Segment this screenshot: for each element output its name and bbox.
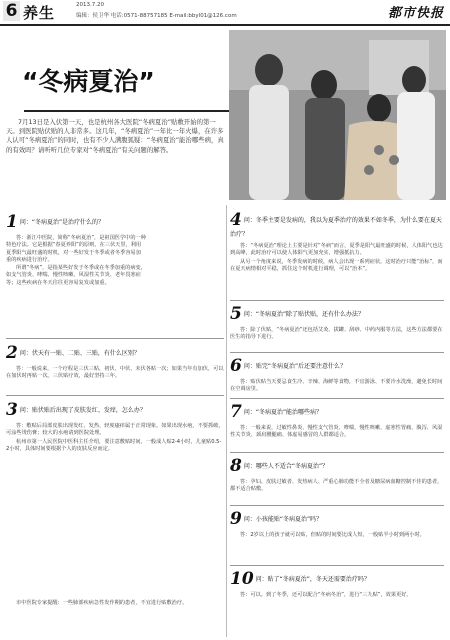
intro-paragraph: 7月13日是入伏第一天，也是杭州各大医院“冬病夏治”贴敷开始的第一天。到医院贴伏贴的人非常多。这几年，“冬病夏治”一年比一年火爆，在许多人认可“冬病夏治”的同时，也有不少人满腹狐疑：“冬病夏治”能治哪些病，真的有效吗？请听听几位专家对“冬病夏治”有关问题的解答。 bbox=[6, 118, 224, 154]
date-line: 2013.7.20 bbox=[76, 2, 104, 8]
question-9-block bbox=[230, 509, 444, 540]
answer-7: 答：一般来说，过敏性鼻炎、慢性支气管炎、哮喘、慢性咳嗽、虚寒性胃痛、腹泻、风湿性关节炎、颈肩腰腿痛、体虚易感冒的人群都适合。 bbox=[230, 425, 443, 439]
answer-3a: 答：敷贴后局部皮肤出现发红、发热、轻度瘙痒属于正常现象。如果出现水疱，不要抓破，可涂些烫伤膏；较大的水疱请到医院处理。 bbox=[6, 423, 224, 437]
headline-main: “冬病夏治” bbox=[22, 67, 155, 96]
divider bbox=[6, 395, 224, 396]
question-7-block bbox=[230, 402, 444, 441]
divider bbox=[230, 352, 444, 353]
divider bbox=[230, 505, 444, 506]
question-8: 8 问：哪些人不适合“冬病夏治”？ bbox=[230, 456, 329, 476]
question-4: 4 问：冬季主要是发病的，我以为夏季治疗的效果不如冬季，为什么要在夏天治疗？ bbox=[230, 210, 442, 238]
divider bbox=[230, 452, 444, 453]
question-8-block bbox=[230, 456, 444, 495]
question-3-block bbox=[6, 400, 224, 454]
page-number: 6 bbox=[3, 1, 20, 21]
question-4-block bbox=[230, 210, 444, 274]
footer-note bbox=[6, 600, 224, 608]
answer-1a: 答：浙江中医院，简称“冬病夏治”，是祖国医学中的一种特色疗法。它是根据“春夏养阳”的原则，在三伏天里，利用夏季阳气最旺盛的时机，对一些好发于冬季或者冬季容易加重的疾病进行治疗。 bbox=[6, 235, 146, 263]
question-5-block bbox=[230, 304, 444, 343]
answer-2: 答：一般说来，一个疗程是三伏三贴，初伏、中伏、末伏各贴一次；如果当年有加伏，可以在加伏时再贴一次。三伏贴疗效，最好坚持三年。 bbox=[6, 366, 224, 380]
editor-line: 编辑：侯卫华 电话:0571-88757185 E-mail:bbyl01@126.com bbox=[76, 13, 237, 19]
column-1 bbox=[6, 212, 146, 288]
question-3: 3 问：贴伏贴后出现了皮肤发红、发痒，怎么办？ bbox=[6, 400, 146, 420]
answer-1b: 所谓“冬病”，是指某些好发于冬季或在冬季加重的病变，如支气管炎、哮喘、慢性咳嗽、风湿性关节炎、老年畏寒症等；这些疾病在冬天往往更容易复发或加重。 bbox=[6, 265, 146, 286]
answer-10: 答：可以。到了冬季，还可以配合“冬病冬治”，进行“三九贴”，效果更好。 bbox=[240, 592, 412, 598]
divider bbox=[230, 398, 444, 399]
answer-4b: 从另一个角度来说，冬季发病的时候，病人会出现一系列症状，这时治疗只能“治标”，而在夏天病情相对平稳，抓住这个时机进行调理，可以“治本”。 bbox=[230, 258, 443, 272]
column-divider bbox=[226, 205, 227, 637]
divider bbox=[6, 338, 224, 339]
answer-8: 答：孕妇、皮肤过敏者、发热病人、严重心肺功能不全者及糖尿病血糖控制不佳的患者，都不适合贴敷。 bbox=[230, 479, 443, 493]
answer-5: 答：除了伏贴，“冬病夏治”还包括艾灸、拔罐、刮痧、中药内服等方法，这些方法都要在医生的指导下进行。 bbox=[230, 327, 443, 341]
footer-note-text: 市中医院专家提醒：一些肺部疾病急性发作期的患者，不宜进行贴敷治疗。 bbox=[16, 600, 188, 606]
question-10: 10 问：贴了“冬病夏治”，冬天还需要治疗吗？ bbox=[230, 569, 370, 589]
answer-6: 答：贴伏贴当天要忌食生冷、辛辣、海鲜等食物，不宜游泳、不要冷水洗澡，避免长时间在空调房里。 bbox=[230, 379, 443, 393]
question-6-block bbox=[230, 356, 444, 395]
question-6: 6 问：贴完“冬病夏治”后还要注意什么？ bbox=[230, 356, 347, 376]
section-title: 养生 bbox=[23, 4, 56, 22]
photo-illustration bbox=[229, 30, 446, 200]
answer-3b: 杭州市第一人民医院中医科主任介绍，要注意敷贴时间，一般成人贴2-4小时，儿童贴0.5-2小时，具体时间要根据个人的皮肤反应而定。 bbox=[6, 438, 222, 452]
question-5: 5 问：“冬病夏治”除了贴伏贴，还有什么办法？ bbox=[230, 304, 365, 324]
intro-text bbox=[6, 118, 226, 158]
question-2-block bbox=[6, 343, 224, 382]
page-header bbox=[0, 0, 450, 26]
answer-4a: 答：“冬病夏治”理论上主要是针对“冬病”而言，夏季是阳气最旺盛的时候，人体阳气也达到高峰，此时治疗可以使人体阳气更加充实，增强抵抗力。 bbox=[230, 243, 443, 257]
divider bbox=[230, 300, 444, 301]
question-2: 2 问：伏天有一贴、二贴、三贴，有什么区别？ bbox=[6, 343, 140, 363]
news-photo bbox=[229, 30, 446, 200]
answer-9: 答：2岁以上的孩子就可以贴，但贴的时间要比成人短，一般贴半小时到两小时。 bbox=[240, 532, 425, 538]
question-9: 9 问：小孩能贴“冬病夏治”吗？ bbox=[230, 509, 323, 529]
question-1: 1 问：“冬病夏治”是治疗什么的？ bbox=[6, 212, 105, 232]
masthead: 都市快报 bbox=[387, 6, 444, 21]
question-10-block bbox=[230, 569, 444, 600]
divider bbox=[230, 565, 444, 566]
question-7: 7 问：“冬病夏治”能治哪些病？ bbox=[230, 402, 323, 422]
